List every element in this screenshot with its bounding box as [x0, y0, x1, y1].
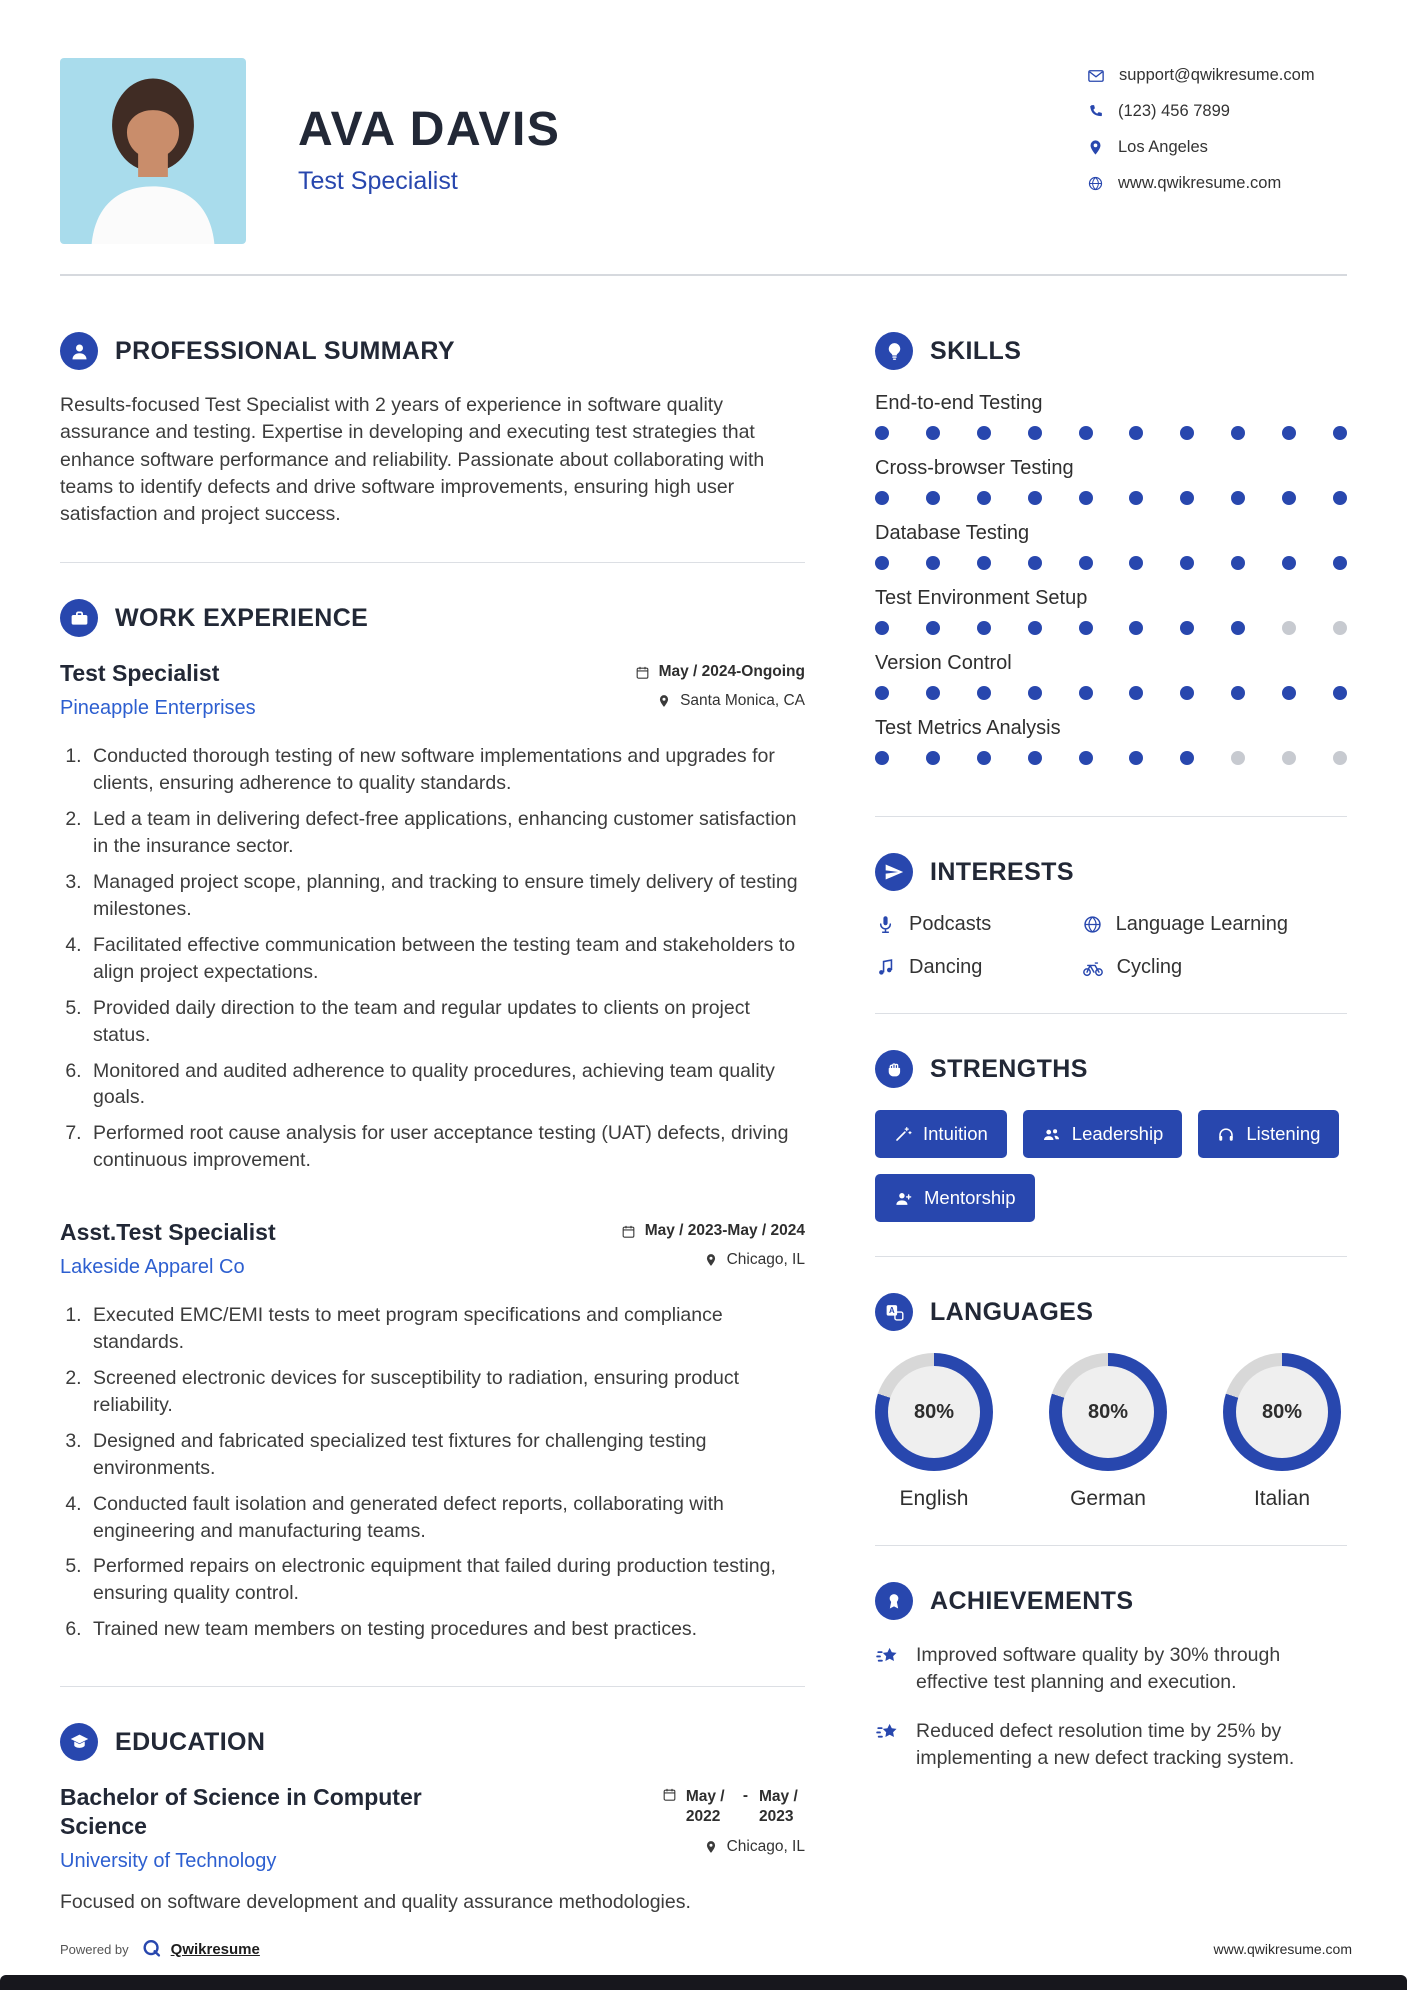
skill-dot-empty	[1333, 621, 1347, 635]
achievement-star-icon	[875, 1644, 901, 1670]
skill-dot-filled	[1079, 751, 1093, 765]
skill-dot-filled	[1180, 751, 1194, 765]
job-location: Santa Monica, CA	[657, 692, 805, 710]
interest-item: Dancing	[875, 956, 1072, 979]
skill-dot-filled	[1333, 491, 1347, 505]
skill-dot-filled	[875, 621, 889, 635]
degree-title: Bachelor of Science in Computer Science	[60, 1784, 422, 1839]
skill-dot-filled	[1333, 426, 1347, 440]
skill-dot-filled	[1028, 491, 1042, 505]
skill-dot-filled	[926, 751, 940, 765]
skill-dot-filled	[1333, 686, 1347, 700]
skill-level-dots	[875, 621, 1347, 635]
skill-dot-filled	[875, 491, 889, 505]
skill-dot-filled	[1129, 426, 1143, 440]
section-languages	[875, 1293, 1347, 1546]
interests-heading: INTERESTS	[930, 857, 1074, 886]
skill-dot-filled	[1180, 556, 1194, 570]
skill-dot-empty	[1282, 751, 1296, 765]
skill-dot-filled	[1231, 556, 1245, 570]
skill-item: Test Environment Setup	[875, 587, 1347, 635]
email-icon	[1087, 67, 1105, 85]
language-name: German	[1070, 1487, 1146, 1510]
languages-heading: LANGUAGES	[930, 1297, 1094, 1326]
profile-photo-silhouette	[60, 58, 246, 244]
language-percent: 80%	[1261, 1400, 1303, 1423]
section-achievements	[875, 1582, 1347, 1772]
job-bullets	[60, 1302, 805, 1643]
strength-chip: Leadership	[1023, 1110, 1183, 1158]
work-heading: WORK EXPERIENCE	[115, 603, 369, 632]
skill-dot-empty	[1231, 751, 1245, 765]
skill-dot-filled	[977, 751, 991, 765]
skill-item: End-to-end Testing	[875, 392, 1347, 440]
skill-dot-filled	[1180, 621, 1194, 635]
qwikresume-brand-name: Qwikresume	[170, 1940, 260, 1958]
skill-dot-filled	[875, 686, 889, 700]
skill-dot-filled	[1129, 686, 1143, 700]
section-strengths	[875, 1050, 1347, 1257]
section-work-experience	[60, 599, 805, 1687]
job-title: Test Specialist	[60, 660, 220, 687]
job-entry	[60, 659, 805, 1174]
interest-item: Podcasts	[875, 913, 1072, 936]
education-dates	[662, 1787, 805, 1827]
location-pin-icon	[657, 694, 671, 708]
skill-dot-filled	[926, 686, 940, 700]
person-plus-icon	[894, 1189, 913, 1208]
skill-dot-filled	[875, 426, 889, 440]
paper-plane-icon	[875, 853, 913, 891]
contact-email[interactable]	[1087, 66, 1347, 85]
powered-by-label: Powered by	[60, 1941, 129, 1957]
skill-level-dots	[875, 751, 1347, 765]
skill-item: Test Metrics Analysis	[875, 717, 1347, 765]
school-link[interactable]: University of Technology	[60, 1849, 277, 1872]
right-column	[875, 332, 1347, 1808]
globe-icon	[1082, 914, 1103, 935]
strength-chip: Intuition	[875, 1110, 1007, 1158]
experience-bullet: 2. Led a team in delivering defect-free applications, enhancing customer satisfaction in the insurance sector.	[87, 806, 805, 860]
skill-dot-filled	[926, 556, 940, 570]
skill-dot-filled	[1282, 556, 1296, 570]
contact-email-text: support@qwikresume.com	[1119, 66, 1315, 84]
skill-dot-filled	[1231, 621, 1245, 635]
fist-icon	[875, 1050, 913, 1088]
qwikresume-link[interactable]	[141, 1938, 260, 1960]
skill-level-dots	[875, 686, 1347, 700]
profile-photo	[60, 58, 246, 244]
skill-dot-filled	[1282, 686, 1296, 700]
skill-dot-filled	[977, 686, 991, 700]
strength-chip: Listening	[1198, 1110, 1339, 1158]
skill-item: Version Control	[875, 652, 1347, 700]
experience-bullet: 1. Conducted thorough testing of new software implementations and upgrades for clients, ensuring adherence to quality standards.	[87, 743, 805, 797]
achievement-item: Reduced defect resolution time by 25% by implementing a new defect tracking system.	[875, 1718, 1347, 1772]
language-item	[1049, 1353, 1167, 1511]
skill-dot-filled	[1028, 686, 1042, 700]
location-pin-icon	[704, 1840, 718, 1854]
achievement-star-icon	[875, 1720, 901, 1746]
experience-bullet: 2. Screened electronic devices for susceptibility to radiation, ensuring product reliability.	[87, 1365, 805, 1419]
footer-website: www.qwikresume.com	[1213, 1941, 1352, 1957]
summary-text: Results-focused Test Specialist with 2 years of experience in software quality assurance and testing. Expertise in developing and executing test strategies that enhance software performance and reliability. Passionate about collaborating with teams to identify defects and drive software improvements, ensuring high user satisfaction and project success.	[60, 394, 765, 526]
work-icon	[60, 599, 98, 637]
skill-dot-filled	[1231, 426, 1245, 440]
skill-dot-filled	[875, 556, 889, 570]
experience-bullet: 6. Trained new team members on testing procedures and best practices.	[87, 1616, 805, 1643]
skill-dot-filled	[977, 621, 991, 635]
skill-dot-filled	[977, 426, 991, 440]
skill-dot-filled	[1079, 556, 1093, 570]
contact-location	[1087, 138, 1347, 157]
headphones-icon	[1217, 1125, 1235, 1143]
interest-item: Language Learning	[1082, 913, 1347, 936]
language-item	[1223, 1353, 1341, 1511]
calendar-icon	[621, 1224, 636, 1239]
phone-icon	[1087, 103, 1104, 120]
company-link[interactable]: Lakeside Apparel Co	[60, 1255, 245, 1278]
skill-dot-empty	[1282, 621, 1296, 635]
skill-dot-filled	[926, 491, 940, 505]
skill-dot-filled	[1079, 426, 1093, 440]
language-name: Italian	[1253, 1487, 1311, 1510]
microphone-icon	[875, 914, 896, 935]
person-name: AVA DAVIS	[298, 103, 561, 156]
education-icon	[60, 1723, 98, 1761]
skill-dot-filled	[1180, 686, 1194, 700]
skill-dot-filled	[1129, 491, 1143, 505]
location-icon	[1087, 139, 1104, 156]
experience-bullet: 1. Executed EMC/EMI tests to meet program specifications and compliance standards.	[87, 1302, 805, 1356]
skill-dot-filled	[875, 751, 889, 765]
translate-icon	[875, 1293, 913, 1331]
section-professional-summary	[60, 332, 805, 563]
experience-bullet: 6. Monitored and audited adherence to quality procedures, achieving team quality goals.	[87, 1058, 805, 1112]
skill-dot-filled	[1079, 621, 1093, 635]
company-link[interactable]: Pineapple Enterprises	[60, 697, 256, 720]
skill-item: Database Testing	[875, 522, 1347, 570]
header	[0, 0, 1407, 244]
strengths-heading: STRENGTHS	[930, 1054, 1088, 1083]
footer	[60, 1938, 1352, 1960]
skill-dot-filled	[926, 621, 940, 635]
person-title: Test Specialist	[298, 167, 458, 195]
contact-location-text: Los Angeles	[1118, 138, 1208, 156]
skills-heading: SKILLS	[930, 336, 1022, 365]
strength-chip: Mentorship	[875, 1174, 1035, 1222]
skill-dot-filled	[1231, 491, 1245, 505]
education-location: Chicago, IL	[704, 1838, 805, 1856]
experience-bullet: 4. Facilitated effective communication between the testing team and stakeholders to align project expectations.	[87, 932, 805, 986]
language-progress-ring	[1223, 1353, 1341, 1471]
skill-dot-filled	[977, 491, 991, 505]
skill-dot-filled	[977, 556, 991, 570]
globe-icon	[1087, 175, 1104, 192]
language-item	[875, 1353, 993, 1511]
user-icon	[60, 332, 98, 370]
skill-dot-filled	[1180, 426, 1194, 440]
skill-dot-filled	[1028, 751, 1042, 765]
skill-dot-filled	[1282, 491, 1296, 505]
experience-bullet: 5. Provided daily direction to the team and regular updates to clients on project status.	[87, 995, 805, 1049]
job-title: Asst.Test Specialist	[60, 1219, 276, 1246]
location-pin-icon	[704, 1253, 718, 1267]
identity	[298, 58, 560, 196]
achievements-heading: ACHIEVEMENTS	[930, 1586, 1134, 1615]
job-location: Chicago, IL	[704, 1251, 805, 1269]
job-entry	[60, 1218, 805, 1643]
section-education	[60, 1723, 805, 1916]
skill-dot-filled	[926, 426, 940, 440]
job-dates: May / 2024-Ongoing	[635, 663, 805, 681]
summary-heading: PROFESSIONAL SUMMARY	[115, 336, 455, 365]
music-note-icon	[875, 957, 896, 978]
qwikresume-logo-icon	[141, 1938, 163, 1960]
calendar-icon	[662, 1787, 677, 1802]
lightbulb-icon	[875, 332, 913, 370]
medal-icon	[875, 1582, 913, 1620]
skill-dot-empty	[1333, 751, 1347, 765]
content-columns	[0, 276, 1407, 1952]
contact-info	[1087, 58, 1347, 193]
skill-dot-filled	[1129, 556, 1143, 570]
skill-level-dots	[875, 491, 1347, 505]
section-skills	[875, 332, 1347, 817]
experience-bullet: 7. Performed root cause analysis for user acceptance testing (UAT) defects, driving continuous improvement.	[87, 1120, 805, 1174]
skill-dot-filled	[1028, 426, 1042, 440]
wand-icon	[894, 1125, 912, 1143]
skill-dot-filled	[1129, 621, 1143, 635]
skill-item: Cross-browser Testing	[875, 457, 1347, 505]
svg-text:A: A	[888, 1305, 895, 1315]
skill-dot-filled	[1180, 491, 1194, 505]
skill-dot-filled	[1079, 491, 1093, 505]
skill-dot-filled	[1129, 751, 1143, 765]
language-percent: 80%	[1087, 1400, 1129, 1423]
date-separator: -	[742, 1787, 748, 1805]
skill-dot-filled	[1333, 556, 1347, 570]
contact-website[interactable]	[1087, 174, 1347, 193]
contact-website-text: www.qwikresume.com	[1118, 174, 1282, 192]
language-progress-ring	[875, 1353, 993, 1471]
bottom-bar	[0, 1975, 1407, 1990]
education-heading: EDUCATION	[115, 1727, 266, 1756]
education-date-start: May / 2022	[685, 1788, 725, 1826]
skill-dot-filled	[1079, 686, 1093, 700]
people-icon	[1042, 1125, 1061, 1144]
experience-bullet: 3. Designed and fabricated specialized test fixtures for challenging testing environments.	[87, 1428, 805, 1482]
bicycle-icon	[1082, 957, 1104, 979]
achievement-item: Improved software quality by 30% through effective test planning and execution.	[875, 1642, 1347, 1696]
skill-dot-filled	[1231, 686, 1245, 700]
skill-dot-filled	[1282, 426, 1296, 440]
job-dates: May / 2023-May / 2024	[621, 1222, 805, 1240]
job-bullets	[60, 743, 805, 1174]
calendar-icon	[635, 665, 650, 680]
language-percent: 80%	[913, 1400, 955, 1423]
education-date-end: May / 2023	[759, 1788, 798, 1826]
skill-level-dots	[875, 556, 1347, 570]
education-description: Focused on software development and quality assurance methodologies.	[60, 1890, 691, 1913]
experience-bullet: 3. Managed project scope, planning, and tracking to ensure timely delivery of testing milestones.	[87, 869, 805, 923]
skill-dot-filled	[1028, 621, 1042, 635]
experience-bullet: 5. Performed repairs on electronic equipment that failed during production testing, ensuring quality control.	[87, 1553, 805, 1607]
language-progress-ring	[1049, 1353, 1167, 1471]
left-column	[60, 332, 805, 1952]
skill-level-dots	[875, 426, 1347, 440]
experience-bullet: 4. Conducted fault isolation and generated defect reports, collaborating with engineering and manufacturing teams.	[87, 1491, 805, 1545]
skill-dot-filled	[1028, 556, 1042, 570]
contact-phone-text: (123) 456 7899	[1118, 102, 1230, 120]
section-interests	[875, 853, 1347, 1014]
contact-phone[interactable]	[1087, 102, 1347, 121]
language-name: English	[899, 1487, 969, 1510]
interest-item: Cycling	[1082, 956, 1347, 979]
